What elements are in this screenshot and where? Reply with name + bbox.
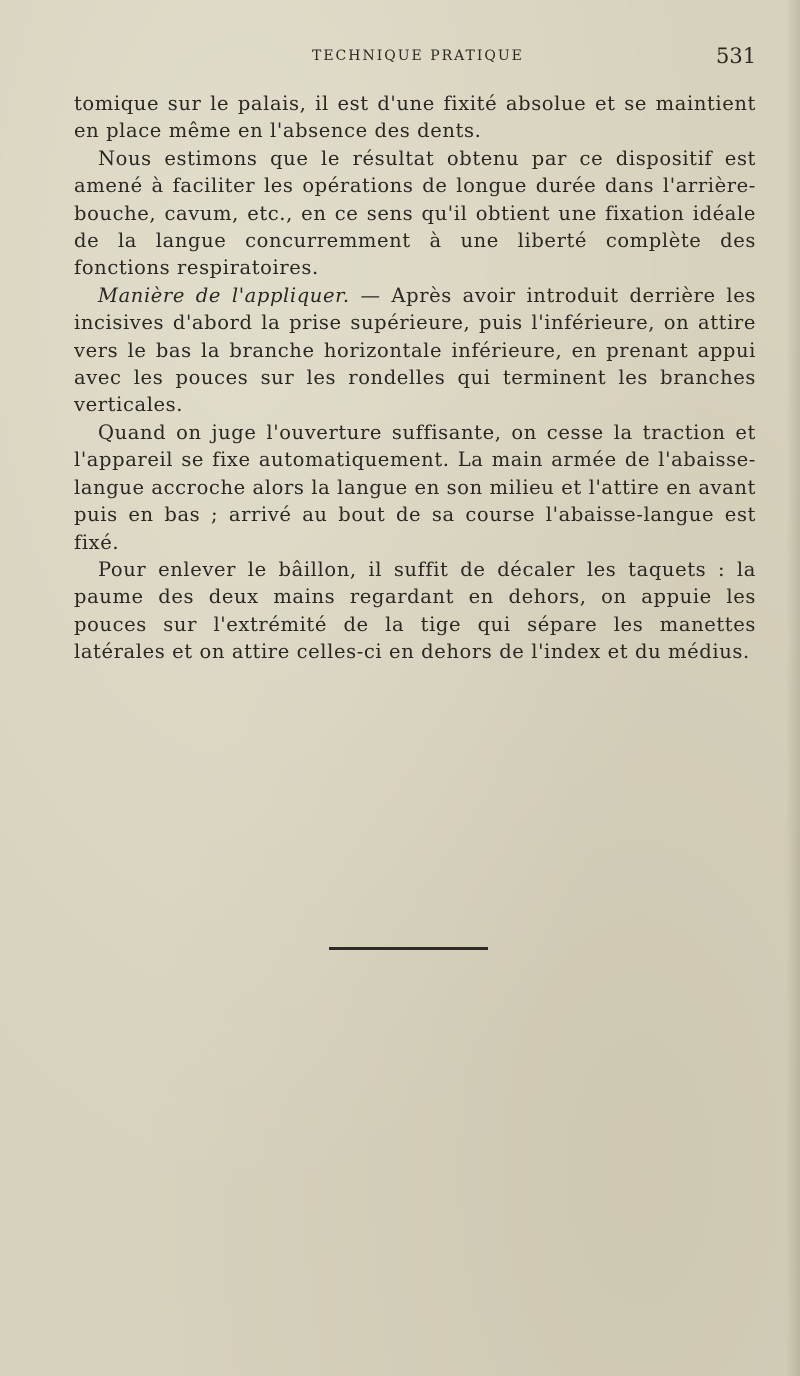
paragraph-text: — Après avoir introduit derrière les incisives d'abord la prise supérieure, puis l'inférieure, on attire vers le bas la branche horizontale inférieure, en prenant appui avec les pouces sur les rondelles qui terminent les branches verticales. <box>74 283 756 417</box>
paragraph-text: tomique sur le palais, il est d'une fixité absolue et se maintient en place même en l'absence des dents. <box>74 92 756 143</box>
paragraph-result <box>74 145 756 282</box>
paragraph-removal <box>74 556 756 666</box>
running-head <box>0 44 800 70</box>
paragraph-continuation <box>74 90 756 145</box>
running-title: TECHNIQUE PRATIQUE <box>312 48 524 64</box>
paragraph-opening <box>74 419 756 556</box>
paragraph-application <box>74 282 756 419</box>
body-text <box>74 90 756 666</box>
section-end-rule <box>329 947 488 950</box>
page-number: 531 <box>716 44 757 68</box>
paragraph-text: Quand on juge l'ouverture suffisante, on cesse la traction et l'appareil se fixe automatiquement. La main armée de l'abaisse-langue accroche alors la langue en son milieu et l'attire en avant puis en bas ; arrivé au bout de sa course l'abaisse-langue est fixé. <box>74 420 756 554</box>
section-run-in-heading: Manière de l'appliquer. <box>98 283 350 307</box>
paragraph-text: Pour enlever le bâillon, il suffit de décaler les taquets : la paume des deux mains regardant en dehors, on appuie les pouces sur l'extrémité de la tige qui sépare les manettes latérales et on attire celles-ci en dehors de l'index et du médius. <box>74 557 756 664</box>
page-edge-shadow <box>786 0 800 1376</box>
paragraph-text: Nous estimons que le résultat obtenu par ce dispositif est amené à faciliter les opérations de longue durée dans l'arrière-bouche, cavum, etc., en ce sens qu'il obtient une fixation idéale de la langue concurremment à une liberté complète des fonctions respiratoires. <box>74 146 756 280</box>
